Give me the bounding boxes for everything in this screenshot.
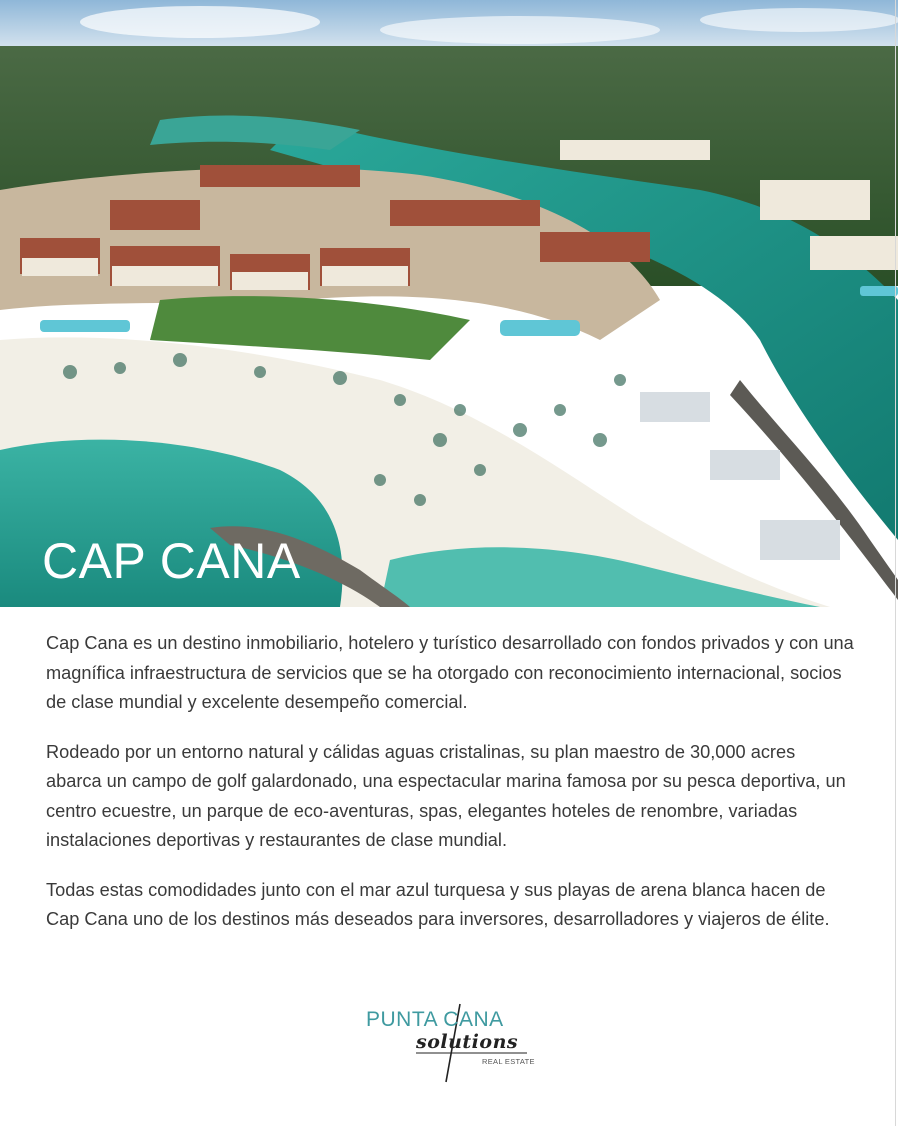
paragraph-intro: Cap Cana es un destino inmobiliario, hotelero y turístico desarrollado con fondos privados y con una magnífica infraestructura de servicios que se ha otorgado con reconocimiento internacional, socios de clase mundial y excelente desempeño comercial.	[46, 633, 854, 712]
page-title: CAP CANA	[42, 533, 301, 589]
paragraph-closing: Todas estas comodidades junto con el mar azul turquesa y sus playas de arena blanca hacen de Cap Cana uno de los destinos más deseados para inversores, desarrolladores y viajeros de élite.	[46, 879, 830, 929]
page-edge-divider	[895, 0, 896, 1126]
logo-brand-top: PUNTA CANA	[366, 1008, 504, 1031]
description-text	[46, 629, 854, 955]
logo-brand-sub: REAL ESTATE	[482, 1057, 535, 1066]
logo-brand-script: solutions	[416, 1031, 519, 1053]
paragraph-masterplan: Rodeado por un entorno natural y cálidas aguas cristalinas, su plan maestro de 30,000 acres abarca un campo de golf galardonado, una espectacular marina famosa por su pesca deportiva, un centro ecuestre, un parque de eco-aventuras, spas, elegantes hoteles de renombre, variadas instalaciones deportivas y restaurantes de clase mundial.	[46, 741, 846, 850]
punta-cana-solutions-logo	[362, 1000, 542, 1086]
